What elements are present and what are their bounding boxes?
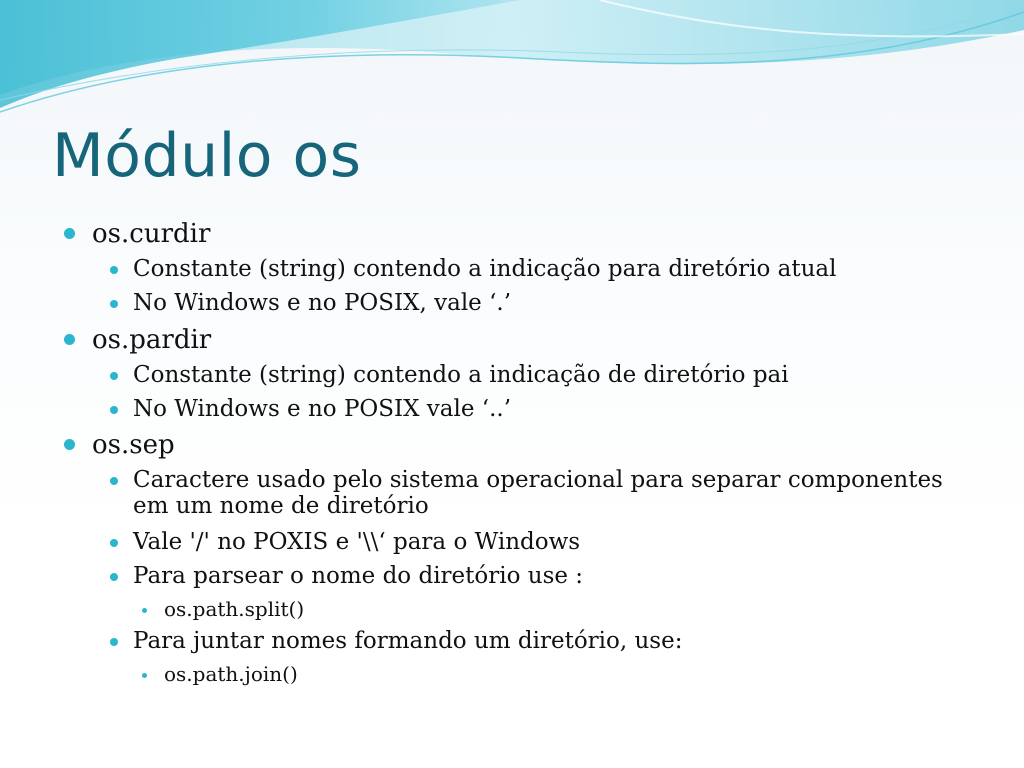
bullet-dot <box>110 300 118 308</box>
list-item-level3: os.path.join() <box>164 662 298 686</box>
list-item-level2: Para juntar nomes formando um diretório, use: <box>133 628 683 654</box>
list-item-level1: os.curdir <box>92 219 211 249</box>
bullet-dot <box>142 673 147 678</box>
list-item-level2: Constante (string) contendo a indicação para diretório atual <box>133 256 837 282</box>
list-item-level2-continuation: em um nome de diretório <box>133 493 429 519</box>
bullet-dot <box>110 372 118 380</box>
bullet-dot <box>110 477 118 485</box>
bullet-dot <box>64 439 75 450</box>
slide-title: Módulo os <box>52 121 362 191</box>
list-item-level2: No Windows e no POSIX vale ‘..’ <box>133 396 512 422</box>
bullet-dot <box>110 638 118 646</box>
bullet-dot <box>142 608 147 613</box>
bullet-dot <box>64 228 75 239</box>
bullet-dot <box>110 573 118 581</box>
list-item-level2: Caractere usado pelo sistema operacional para separar componentes <box>133 467 943 493</box>
list-item-level2: Para parsear o nome do diretório use : <box>133 563 584 589</box>
list-item-level2: No Windows e no POSIX, vale ‘.’ <box>133 290 512 316</box>
bullet-dot <box>110 406 118 414</box>
list-item-level1: os.pardir <box>92 325 212 355</box>
list-item-level2: Vale '/' no POXIS e '\\‘ para o Windows <box>133 529 581 555</box>
list-item-level3: os.path.split() <box>164 597 305 621</box>
bullet-dot <box>110 539 118 547</box>
list-item-level1: os.sep <box>92 430 175 460</box>
list-item-level2: Constante (string) contendo a indicação de diretório pai <box>133 362 789 388</box>
bullet-dot <box>64 334 75 345</box>
bullet-dot <box>110 266 118 274</box>
